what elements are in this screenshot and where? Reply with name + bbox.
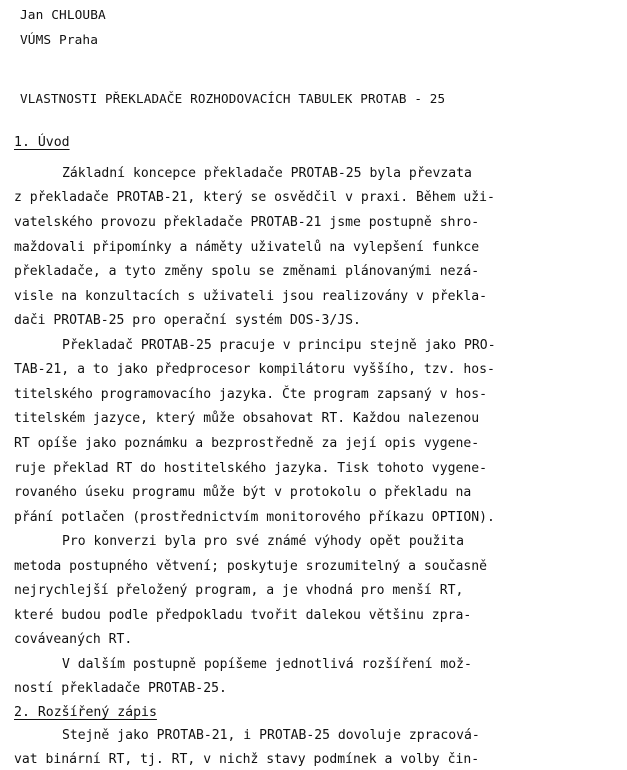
section-1-line: dači PROTAB-25 pro operační systém DOS-3/JS. bbox=[14, 313, 361, 328]
section-1-line: titelském jazyce, který může obsahovat RT. Každou nalezenou bbox=[14, 411, 480, 426]
section-1-line: Základní koncepce překladače PROTAB-25 byla převzata bbox=[62, 166, 472, 181]
section-1-line: ností překladače PROTAB-25. bbox=[14, 681, 227, 696]
section-1-line: visle na konzultacích s uživateli jsou realizovány v překla- bbox=[14, 289, 487, 304]
section-1-line: ruje překlad RT do hostitelského jazyka. Tisk tohoto vygene- bbox=[14, 461, 487, 476]
document-title: VLASTNOSTI PŘEKLADAČE ROZHODOVACÍCH TABULEK PROTAB - 25 bbox=[20, 91, 446, 106]
section-1-heading: 1. Úvod bbox=[14, 135, 70, 150]
author-name: Jan CHLOUBA bbox=[20, 8, 106, 23]
section-1-line: metoda postupného větvení; poskytuje srozumitelný a současně bbox=[14, 559, 487, 574]
section-1-line: Překladač PROTAB-25 pracuje v principu stejně jako PRO- bbox=[62, 338, 496, 353]
section-1-line: nejrychlejší přeložený program, a je vhodná pro menší RT, bbox=[14, 583, 464, 598]
section-1-line: překladače, a tyto změny spolu se změnami plánovanými nezá- bbox=[14, 264, 480, 279]
section-1-line: rovaného úseku programu může být v protokolu o překladu na bbox=[14, 485, 472, 500]
section-1-line: přání potlačen (prostřednictvím monitorového příkazu OPTION). bbox=[14, 510, 495, 525]
section-2-line: vat binární RT, tj. RT, v nichž stavy podmínek a volby čin- bbox=[14, 752, 480, 767]
section-1-line: maždovali připomínky a náměty uživatelů na vylepšení funkce bbox=[14, 240, 480, 255]
section-1-line: titelského programovacího jazyka. Čte program zapsaný v hos- bbox=[14, 387, 487, 402]
section-1-line: RT opíše jako poznámku a bezprostředně za její opis vygene- bbox=[14, 436, 480, 451]
section-1-line: Pro konverzi byla pro své známé výhody opět použita bbox=[62, 534, 465, 549]
section-1-line: vatelského provozu překladače PROTAB-21 jsme postupně shro- bbox=[14, 215, 480, 230]
section-2-line: Stejně jako PROTAB-21, i PROTAB-25 dovoluje zpracová- bbox=[62, 728, 480, 743]
section-1-line: cováveaných RT. bbox=[14, 632, 133, 647]
section-1-line: V dalším postupně popíšeme jednotlivá rozšíření mož- bbox=[62, 657, 472, 672]
institution-name: VÚMS Praha bbox=[20, 33, 99, 48]
section-1-line: z překladače PROTAB-21, který se osvědčil v praxi. Během uži- bbox=[14, 190, 495, 205]
section-1-line: které budou podle předpokladu tvořit dalekou většinu zpra- bbox=[14, 608, 472, 623]
section-2-heading: 2. Rozšířený zápis bbox=[14, 705, 157, 720]
section-1-line: TAB-21, a to jako předprocesor kompilátoru vyššího, tzv. hos- bbox=[14, 362, 495, 377]
